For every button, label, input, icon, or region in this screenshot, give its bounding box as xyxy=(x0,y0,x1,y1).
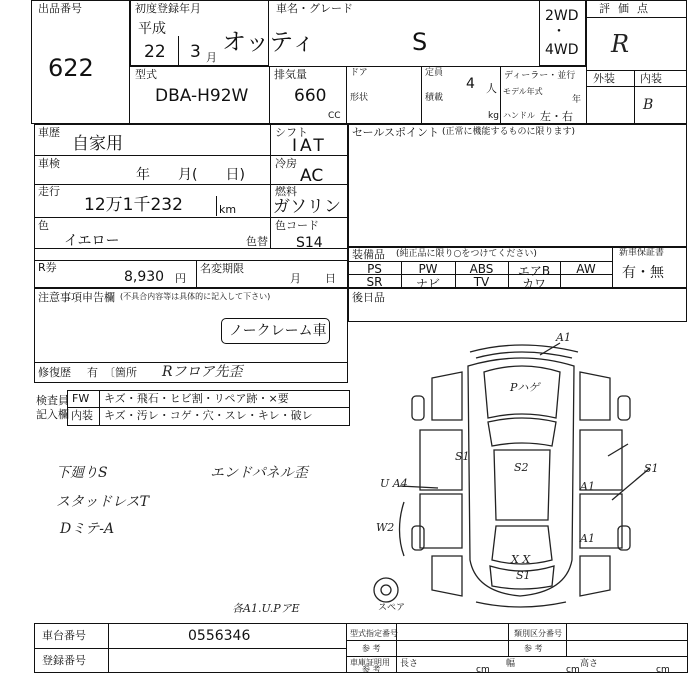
diagram-label-p-hage: Pハゲ xyxy=(510,381,540,394)
sales-block xyxy=(348,124,687,247)
recycle-amount: 8,930 xyxy=(124,269,165,285)
no-claim-text: ノークレーム車 xyxy=(229,323,327,339)
type-designation-label: 型式指定番号 xyxy=(350,629,398,638)
equipment-label: 装備品 xyxy=(352,248,385,261)
equipment-aw: AW xyxy=(576,262,596,276)
usage: 自家用 xyxy=(72,134,123,154)
person-unit: 人 xyxy=(486,82,497,95)
name-change-label: 名変期限 xyxy=(200,262,244,275)
fuel: ガソリン xyxy=(273,197,341,217)
delivery-block xyxy=(348,288,687,322)
model-year-label: モデル年式 xyxy=(503,87,543,96)
chassis-label: 車台番号 xyxy=(42,629,86,642)
usage-label: 車歴 xyxy=(38,126,60,139)
hand-note-2: スタッドレスT xyxy=(56,494,149,510)
mileage: 12万1千232 xyxy=(84,195,183,215)
diagram-label-s1-left: S1 xyxy=(455,450,470,463)
month-label: 月 xyxy=(290,272,301,285)
equipment-abs: ABS xyxy=(469,262,494,276)
score-label: 評価点 xyxy=(599,2,656,15)
dealer-label: ディーラー・並行 xyxy=(504,71,576,81)
hand-note-1: 下廻りS xyxy=(56,465,108,481)
registration-label: 登録番号 xyxy=(42,654,86,667)
inspector-label-2: 記入欄 xyxy=(36,408,69,421)
car-name-label: 車名・グレード xyxy=(276,2,353,15)
spare-label: スペア xyxy=(378,603,406,613)
warranty-label: 新車保証書 xyxy=(619,248,665,258)
repair-label: 修復歴 xyxy=(38,366,71,379)
reference-1: 参 考 xyxy=(362,644,381,653)
hand-note-3: Dミテ-A xyxy=(60,521,115,537)
diagram-label-w2: W2 xyxy=(376,521,395,534)
equipment-tv: TV xyxy=(473,275,490,289)
inspector-row1: キズ・飛石・ヒビ割・リペア跡・×要 xyxy=(104,392,289,405)
reference-2: 参 考 xyxy=(524,644,543,653)
sales-note: (正常に機能するものに限ります) xyxy=(442,127,576,137)
equipment-leather: カワ xyxy=(521,277,546,291)
equipment-sr: SR xyxy=(366,275,383,289)
cc-unit: CC xyxy=(328,111,341,121)
width-unit: cm xyxy=(566,665,580,675)
equipment-pw: PW xyxy=(418,262,438,276)
cert-label: 車庫証明用 xyxy=(350,658,390,667)
inspector-label-1: 検査員 xyxy=(36,394,69,407)
reg-month-unit: 月 xyxy=(206,51,217,64)
diagram-label-a1-right-rear: A1 xyxy=(580,532,595,545)
equipment-navi: ナビ xyxy=(415,277,440,291)
reg-year: 22 xyxy=(144,42,166,62)
equipment-note: (純正品に限り○をつけてください) xyxy=(396,249,537,259)
class-label: 類別区分番号 xyxy=(514,629,562,638)
yen-unit: 円 xyxy=(175,272,186,285)
day-label: 日 xyxy=(325,272,336,285)
interior-label: 内装 xyxy=(640,72,662,85)
kg-unit: kg xyxy=(488,111,499,121)
doors-label: ドア xyxy=(350,68,368,78)
handle: 左・右 xyxy=(540,110,573,123)
grade: S xyxy=(412,28,428,56)
color-label: 色 xyxy=(38,219,49,232)
km-unit: km xyxy=(219,203,237,216)
inspector-row1-head: FW xyxy=(72,392,90,405)
diagram-label-a1-right-door: A1 xyxy=(580,480,595,493)
hand-note-4: エンドパネル歪 xyxy=(210,465,308,481)
era: 平成 xyxy=(138,21,166,37)
repair-location-label: 〔箇所 xyxy=(104,366,137,379)
capacity: 4 xyxy=(466,76,475,92)
diagram-label-s2-roof: S2 xyxy=(514,461,529,474)
caution-note: (不具合内容等は具体的に記入して下さい) xyxy=(120,292,271,301)
length-label: 長さ xyxy=(400,659,419,669)
height-label: 高さ xyxy=(580,659,599,669)
inspection-label: 車検 xyxy=(38,157,60,170)
delivery-label: 後日品 xyxy=(352,291,385,304)
chassis-number: 0556346 xyxy=(188,628,251,644)
drive-2wd: 2WD xyxy=(545,8,579,24)
fuel-label: 燃料 xyxy=(275,185,297,198)
score-value: R xyxy=(611,30,630,58)
model: DBA-H92W xyxy=(155,86,249,106)
drive-4wd: 4WD xyxy=(545,42,579,58)
height-unit: cm xyxy=(656,665,670,675)
repair-yes: 有 xyxy=(87,366,98,379)
handle-label: ハンドル xyxy=(503,111,535,120)
inspection-value: 年 月( 日) xyxy=(136,167,245,183)
sales-label: セールスポイント xyxy=(352,126,440,139)
recycle-label: R券 xyxy=(38,261,57,274)
load-label: 積載 xyxy=(425,93,444,103)
interior-grade: B xyxy=(643,97,654,113)
exterior-label: 外装 xyxy=(593,72,615,85)
displacement: 660 xyxy=(294,86,327,106)
color-code-label: 色コード xyxy=(275,219,319,232)
repair-location: Rフロア先歪 xyxy=(162,364,243,380)
ac-label: 冷房 xyxy=(275,157,297,170)
equipment-ps: PS xyxy=(367,262,382,276)
first-reg-label: 初度登録年月 xyxy=(135,2,201,15)
inspector-row2-head: 内装 xyxy=(71,409,93,422)
model-label: 型式 xyxy=(135,68,157,81)
length-unit: cm xyxy=(476,665,490,675)
car-name: オッティ xyxy=(222,28,316,56)
caution-label: 注意事項申告欄 xyxy=(38,291,115,304)
shape-label: 形状 xyxy=(350,93,369,103)
ac: AC xyxy=(300,166,324,186)
diagram-label-s1-right: S1 xyxy=(644,462,659,475)
hand-note-5: 各A1.U.PアE xyxy=(232,602,300,615)
drive-dot: ・ xyxy=(552,24,566,40)
shift: IAT xyxy=(292,136,327,156)
lot-label: 出品番号 xyxy=(38,2,82,15)
warranty: 有・無 xyxy=(622,265,664,281)
color: イエロー xyxy=(64,233,120,249)
diagram-label-a1-front: A1 xyxy=(556,331,571,344)
capacity-label: 定員 xyxy=(425,68,444,78)
color-code: S14 xyxy=(296,235,323,251)
diagram-label-s1-rear: S1 xyxy=(516,569,531,582)
reg-month: 3 xyxy=(190,42,201,62)
mileage-label: 走行 xyxy=(38,185,60,198)
score-box xyxy=(586,0,687,124)
inspector-row2: キズ・汚レ・コゲ・穴・スレ・キレ・破レ xyxy=(104,409,313,422)
color-change-label: 色替 xyxy=(246,235,268,248)
shift-label: シフト xyxy=(275,126,308,139)
lot-number: 622 xyxy=(48,54,94,82)
diagram-label-xx: X X xyxy=(511,553,531,566)
year-unit: 年 xyxy=(572,95,582,105)
diagram-label-u-a4: U A4 xyxy=(380,477,408,490)
reference-3: 参 考 xyxy=(362,665,381,674)
equipment-airbag: エアB xyxy=(517,264,551,278)
displacement-label: 排気量 xyxy=(274,68,307,81)
width-label: 幅 xyxy=(506,659,516,669)
